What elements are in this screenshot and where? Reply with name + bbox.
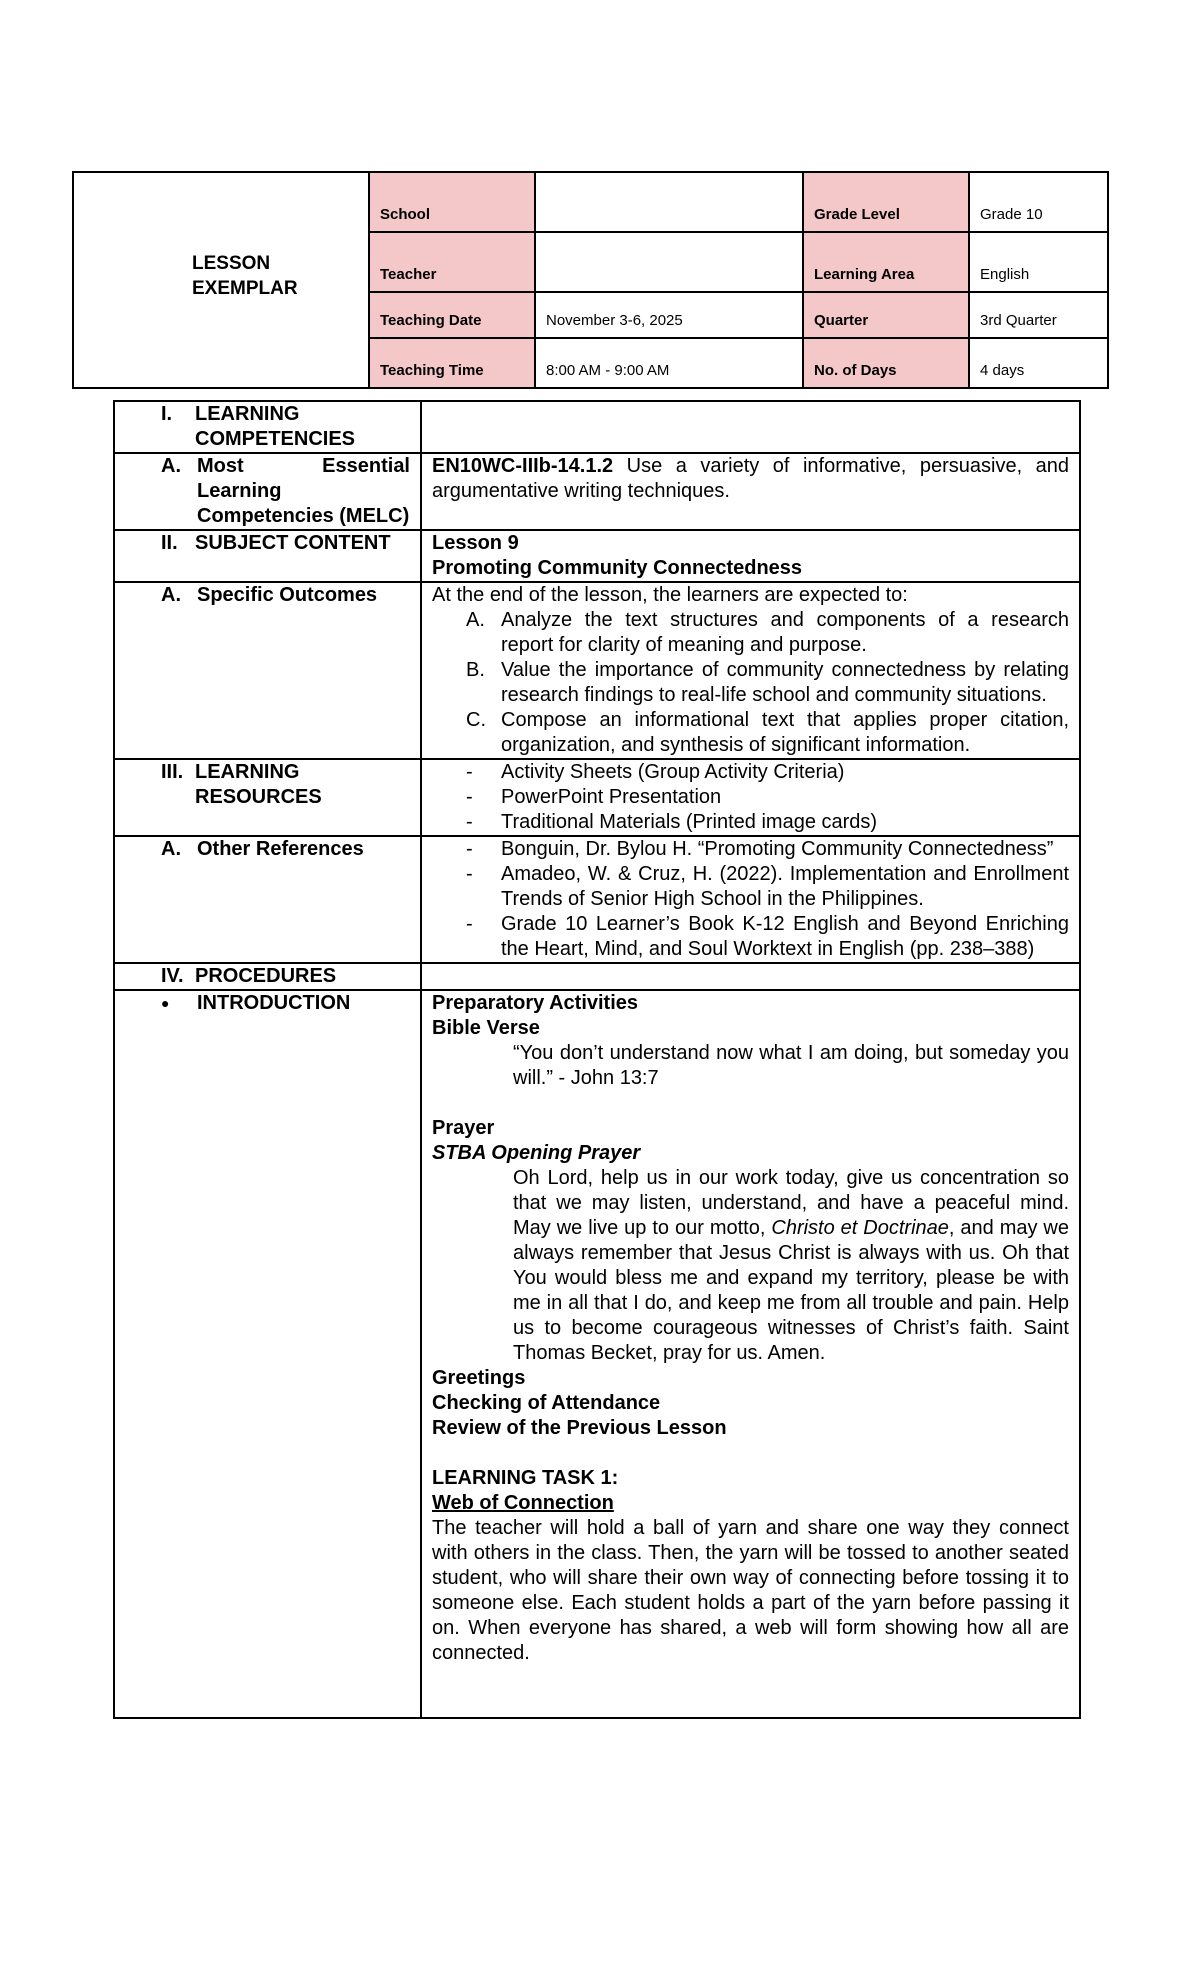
bible-verse-text: “You don’t understand now what I am doing, but someday you will.” - John 13:7 bbox=[513, 1042, 1069, 1089]
greetings: Greetings bbox=[432, 1367, 526, 1389]
table-row bbox=[114, 963, 1080, 990]
bullet-icon: ● bbox=[161, 995, 170, 1011]
introduction-content bbox=[421, 990, 1080, 1718]
lesson-plan-table bbox=[113, 400, 1081, 1719]
table-row bbox=[114, 582, 1080, 759]
checking-attendance: Checking of Attendance bbox=[432, 1392, 661, 1414]
section-heading-resources: III. LEARNING RESOURCES bbox=[114, 759, 421, 836]
section-heading-content: II. SUBJECT CONTENT bbox=[114, 530, 421, 582]
list-item: - Amadeo, W. & Cruz, H. (2022). Implementation and Enrollment Trends of Senior High School in the Philippines. bbox=[466, 863, 1069, 910]
teacher-value bbox=[535, 232, 803, 292]
learning-task-text: The teacher will hold a ball of yarn and share one way they connect with others in the class. Then, the yarn will be tossed to another seated student, who will share their own way of connecting before tossing it to someone else. Each student holds a part of the yarn before passing it on. When everyone has shared, a web will form showing how all are connected. bbox=[432, 1517, 1069, 1664]
outcomes-heading: A. Specific Outcomes bbox=[114, 582, 421, 759]
school-label: School bbox=[369, 172, 535, 232]
lesson-number: Lesson 9 bbox=[432, 532, 519, 554]
melc-code: EN10WC-IIIb-14.1.2 bbox=[432, 455, 614, 477]
learning-task-title: LEARNING TASK 1: bbox=[432, 1467, 619, 1489]
outcomes-intro: At the end of the lesson, the learners are expected to: bbox=[432, 584, 908, 606]
teaching-date-value: November 3-6, 2025 bbox=[535, 292, 803, 338]
references-heading: A. Other References bbox=[114, 836, 421, 963]
table-row bbox=[114, 453, 1080, 530]
quarter-label: Quarter bbox=[803, 292, 969, 338]
prayer-name: STBA Opening Prayer bbox=[432, 1142, 641, 1164]
lesson-title: Promoting Community Connectedness bbox=[432, 557, 803, 579]
melc-heading: A. Most Essential Learning Competencies (MELC) bbox=[114, 453, 421, 530]
header-table bbox=[72, 171, 1109, 389]
bible-verse-title: Bible Verse bbox=[432, 1017, 540, 1039]
table-row bbox=[114, 759, 1080, 836]
learning-area-value: English bbox=[969, 232, 1108, 292]
prayer-text: Oh Lord, help us in our work today, give us concentration so that we may listen, understand, and have a peaceful mind. May we live up to our motto, Christo et Doctrinae, and may we always remember that Jesus Christ is always with us. Oh that You would bless me and expand my territory, please be with me in all that I do, and keep me from all trouble and pain. Help us to become courageous witnesses of Christ’s faith. Saint Thomas Becket, pray for us. Amen. bbox=[513, 1167, 1069, 1364]
list-item: - Grade 10 Learner’s Book K-12 English and Beyond Enriching the Heart, Mind, and Soul Worktext in English (pp. 238–388) bbox=[466, 913, 1069, 960]
school-value bbox=[535, 172, 803, 232]
list-item: - PowerPoint Presentation bbox=[466, 786, 722, 808]
outcomes-list bbox=[432, 608, 1069, 758]
teaching-time-label: Teaching Time bbox=[369, 338, 535, 388]
teaching-date-label: Teaching Date bbox=[369, 292, 535, 338]
grade-level-label: Grade Level bbox=[803, 172, 969, 232]
prayer-title: Prayer bbox=[432, 1117, 495, 1139]
quarter-value: 3rd Quarter bbox=[969, 292, 1108, 338]
table-row bbox=[114, 530, 1080, 582]
grade-level-value: Grade 10 bbox=[969, 172, 1108, 232]
section-heading-procedures: IV. PROCEDURES bbox=[114, 963, 421, 990]
learning-area-label: Learning Area bbox=[803, 232, 969, 292]
list-item: - Traditional Materials (Printed image cards) bbox=[466, 811, 878, 833]
list-item: A. Analyze the text structures and components of a research report for clarity of meaning and purpose. bbox=[466, 609, 1069, 656]
section-heading-competencies: I. LEARNING COMPETENCIES bbox=[114, 401, 421, 453]
learning-task-name: Web of Connection bbox=[432, 1492, 614, 1514]
table-row bbox=[114, 836, 1080, 963]
resources-list bbox=[432, 760, 1069, 835]
references-list bbox=[432, 837, 1069, 962]
list-item: - Activity Sheets (Group Activity Criteria) bbox=[466, 761, 845, 783]
list-item: B. Value the importance of community connectedness by relating research findings to real-life school and community situations. bbox=[466, 659, 1069, 706]
teaching-time-value: 8:00 AM - 9:00 AM bbox=[535, 338, 803, 388]
introduction-heading: ● INTRODUCTION bbox=[114, 990, 421, 1718]
review-previous-lesson: Review of the Previous Lesson bbox=[432, 1417, 727, 1439]
table-row bbox=[114, 401, 1080, 453]
teacher-label: Teacher bbox=[369, 232, 535, 292]
list-item: C. Compose an informational text that applies proper citation, organization, and synthesis of significant information. bbox=[466, 709, 1069, 756]
preparatory-activities: Preparatory Activities bbox=[432, 992, 639, 1014]
list-item: - Bonguin, Dr. Bylou H. “Promoting Community Connectedness” bbox=[466, 838, 1054, 860]
table-row bbox=[114, 990, 1080, 1718]
lesson-exemplar-title: LESSON EXEMPLAR bbox=[73, 172, 369, 388]
days-value: 4 days bbox=[969, 338, 1108, 388]
melc-text: EN10WC-IIIb-14.1.2 Use a variety of informative, persuasive, and argumentative writing techniques. bbox=[421, 453, 1080, 530]
motto: Christo et Doctrinae bbox=[771, 1217, 949, 1239]
days-label: No. of Days bbox=[803, 338, 969, 388]
